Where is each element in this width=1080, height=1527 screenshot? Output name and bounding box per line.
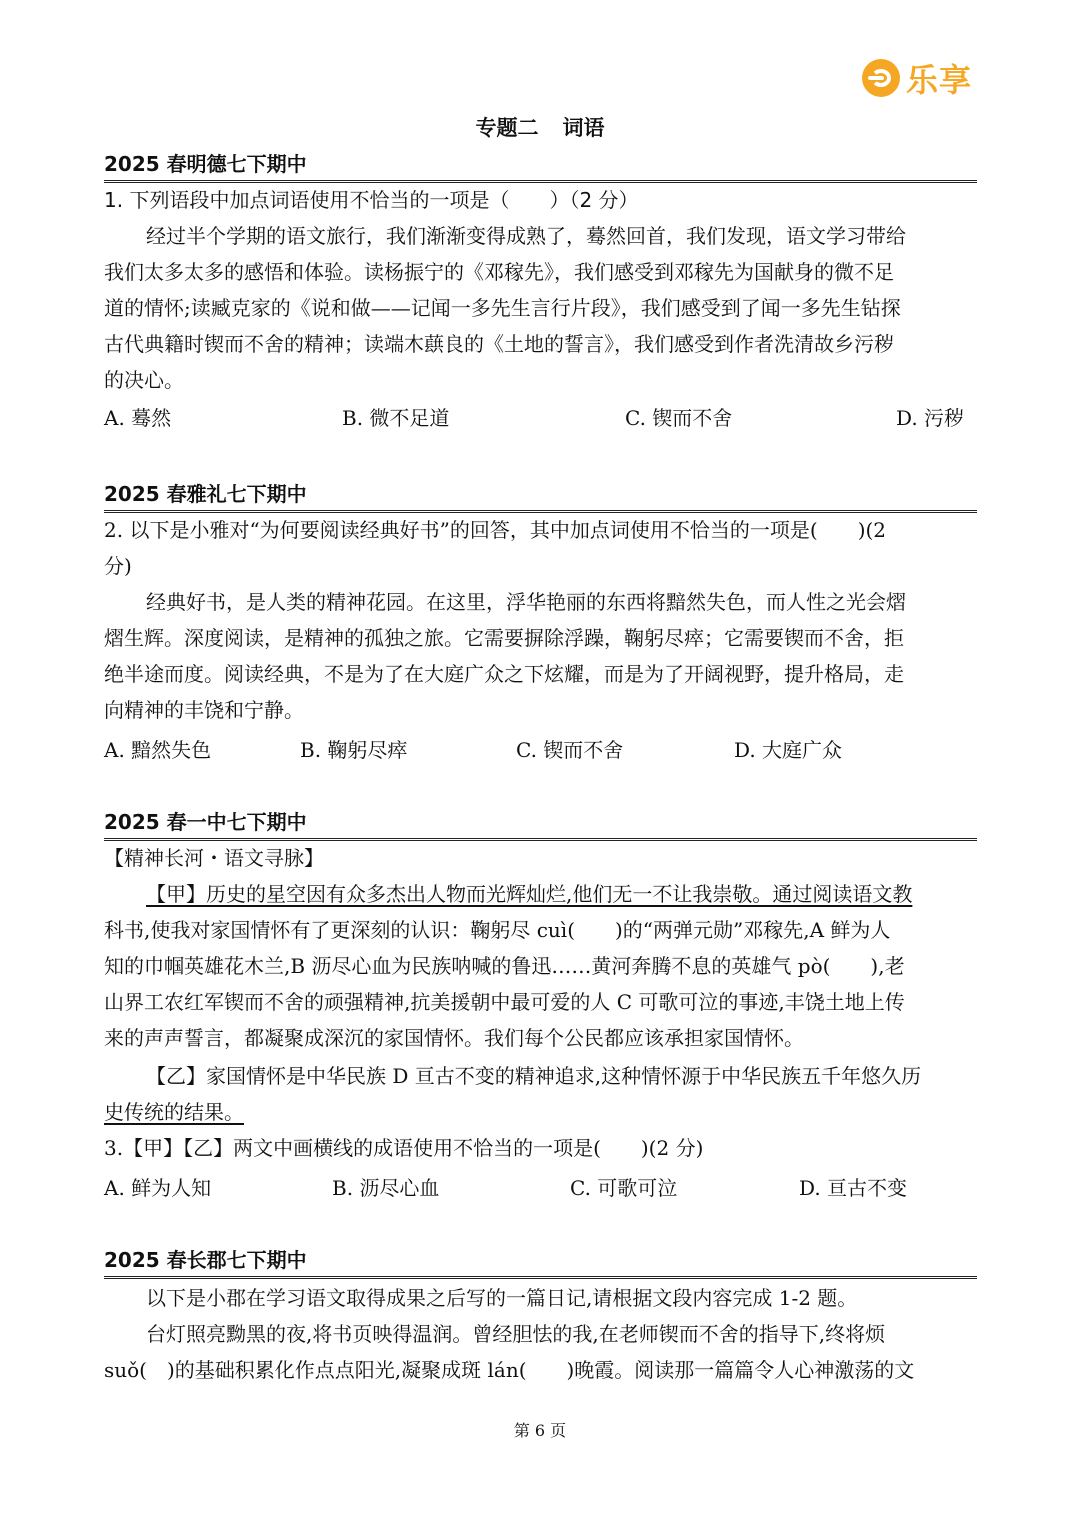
option: A. 黯然失色 <box>104 738 212 762</box>
section-header: 2025 春一中七下期中 <box>104 806 977 841</box>
passage-line: 以下是小郡在学习语文取得成果之后写的一篇日记,请根据文段内容完成 1-2 题。 <box>146 1286 858 1310</box>
option: C. 锲而不舍 <box>625 406 733 430</box>
section-header: 2025 春明德七下期中 <box>104 148 977 183</box>
passage-line: 熠生辉。深度阅读，是精神的孤独之旅。它需要摒除浮躁，鞠躬尽瘁；它需要锲而不舍，拒 <box>104 626 904 650</box>
logo-text: 乐享 <box>906 61 973 99</box>
option: D. 大庭广众 <box>734 738 843 762</box>
logo <box>862 56 974 100</box>
passage-line: 知的巾帼英雄花木兰,B 沥尽心血为民族呐喊的鲁迅……黄河奔腾不息的英雄气 pò( ),老 <box>104 954 905 978</box>
page-number: 第 6 页 <box>513 1421 567 1440</box>
title-part1: 专题二 <box>475 116 539 140</box>
passage-line: 科书,使我对家国情怀有了更深刻的认识：鞠躬尽 cuì( )的“两弹元勋”邓稼先,A 鲜为人 <box>104 918 891 942</box>
option: D. 污秽 <box>896 406 965 430</box>
option: A. 鲜为人知 <box>104 1176 212 1200</box>
passage-line: 的决心。 <box>104 368 184 392</box>
passage-line: 道的情怀;读臧克家的《说和做——记闻一多先生言行片段》，我们感受到了闻一多先生钻探 <box>104 296 901 320</box>
question-3: 3.【甲】【乙】两文中画横线的成语使用不恰当的一项是( )(2 分) <box>104 1136 704 1160</box>
passage-line: suǒ( )的基础积累化作点点阳光,凝聚成斑 lán( )晚霞。阅读那一篇篇令人心神激荡的文 <box>104 1358 915 1382</box>
section-header: 2025 春雅礼七下期中 <box>104 478 977 513</box>
section-header: 2025 春长郡七下期中 <box>104 1244 977 1279</box>
question-2-cont: 分) <box>104 554 132 578</box>
subsection-title: 【精神长河・语文寻脉】 <box>104 846 324 870</box>
logo-icon <box>862 59 900 97</box>
option: B. 沥尽心血 <box>332 1176 440 1200</box>
passage-line: 台灯照亮黝黑的夜,将书页映得温润。曾经胆怯的我,在老师锲而不舍的指导下,终将烦 <box>146 1322 886 1346</box>
passage-line: 来的声声誓言，都凝聚成深沉的家国情怀。我们每个公民都应该承担家国情怀。 <box>104 1026 804 1050</box>
passage-line: 绝半途而度。阅读经典，不是为了在大庭广众之下炫耀，而是为了开阔视野，提升格局，走 <box>104 662 904 686</box>
passage-line: 向精神的丰饶和宁静。 <box>104 698 304 722</box>
question-1: 1. 下列语段中加点词语使用不恰当的一项是（ ）（2 分） <box>104 188 639 212</box>
option: C. 可歌可泣 <box>570 1176 678 1200</box>
option: D. 亘古不变 <box>799 1176 908 1200</box>
passage-line: 经过半个学期的语文旅行，我们渐渐变得成熟了，蓦然回首，我们发现，语文学习带给 <box>146 224 906 248</box>
passage-line: 史传统的结果。 <box>104 1100 244 1124</box>
option: B. 鞠躬尽瘁 <box>300 738 408 762</box>
title-part2: 词语 <box>562 116 605 140</box>
passage-line: 【甲】历史的星空因有众多杰出人物而光辉灿烂,他们无一不让我崇敬。通过阅读语文教 <box>146 882 913 906</box>
passage-line: 我们太多太多的感悟和体验。读杨振宁的《邓稼先》，我们感受到邓稼先为国献身的微不足 <box>104 260 894 284</box>
passage-line: 古代典籍时锲而不舍的精神；读端木蕻良的《土地的誓言》，我们感受到作者洗清故乡污秽 <box>104 332 894 356</box>
passage-line: 经典好书，是人类的精神花园。在这里，浮华艳丽的东西将黯然失色，而人性之光会熠 <box>146 590 906 614</box>
page-title <box>0 112 1080 142</box>
option: B. 微不足道 <box>342 406 450 430</box>
passage-line: 【乙】家国情怀是中华民族 D 亘古不变的精神追求,这种情怀源于中华民族五千年悠久历 <box>146 1064 922 1088</box>
option: C. 锲而不舍 <box>516 738 624 762</box>
option: A. 蓦然 <box>104 406 172 430</box>
passage-line: 山界工农红军锲而不舍的顽强精神,抗美援朝中最可爱的人 C 可歌可泣的事迹,丰饶土地上传 <box>104 990 905 1014</box>
question-2: 2. 以下是小雅对“为何要阅读经典好书”的回答，其中加点词使用不恰当的一项是( )(2 <box>104 518 887 542</box>
